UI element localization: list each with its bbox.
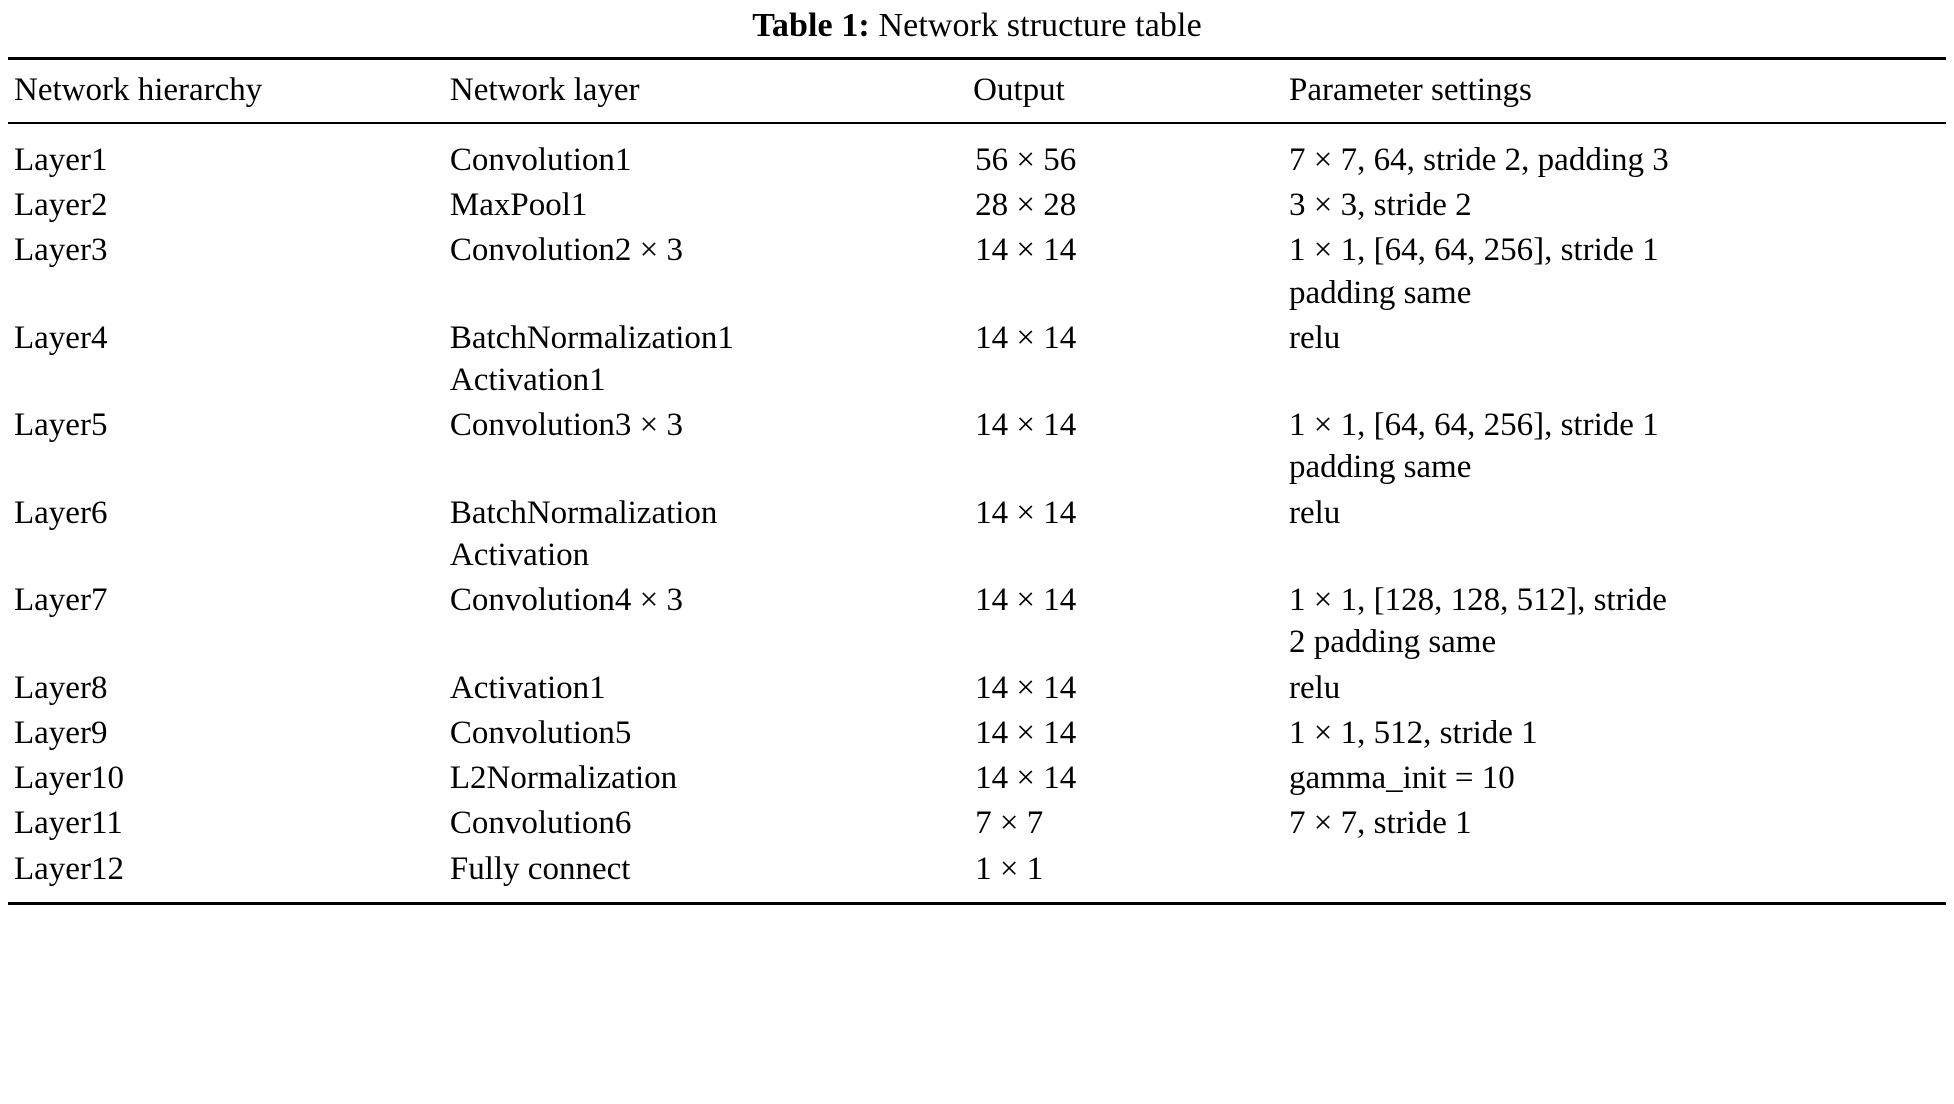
cell-layer-line: Activation1 [449,362,606,398]
cell-output [973,183,1289,228]
cell-params-line: 3 × 3, stride 2 [1289,187,1472,224]
cell-hierarchy: Layer4 [14,319,108,356]
table-row [8,801,1946,846]
cell-output-value: 14 × 14 [975,232,1077,269]
cell-layer [450,846,973,891]
cell-params [1289,665,1946,710]
cell-layer-line: Convolution1 [449,141,632,178]
cell-layer-line: Convolution5 [449,714,632,751]
table-row [8,183,1946,228]
cell-hierarchy: Layer2 [14,187,108,224]
spacer-row [8,124,1946,137]
table-rule-bottom [8,904,1946,906]
cell-params [1289,578,1946,665]
cell-layer-line: Fully connect [449,850,631,887]
table-row [8,578,1946,665]
cell-output [973,137,1289,182]
cell-params-line: gamma_init = 10 [1289,760,1515,797]
cell-hierarchy: Layer3 [14,232,108,269]
cell-hierarchy: Layer11 [14,805,123,842]
table-row [8,228,1946,315]
cell-output [973,315,1289,402]
table-row [8,846,1946,891]
cell-params [1289,403,1946,490]
cell-layer-line: BatchNormalization [449,494,718,531]
network-structure-table [8,57,1946,905]
table-row [8,315,1946,402]
cell-output [973,403,1289,490]
cell-params [1289,801,1946,846]
cell-output-value: 14 × 14 [975,669,1077,706]
cell-hierarchy: Layer12 [14,850,124,887]
cell-output [973,665,1289,710]
cell-hierarchy: Layer1 [14,141,108,178]
cell-output-value: 14 × 14 [975,760,1077,797]
cell-params-line: 1 × 1, [64, 64, 256], stride 1 [1289,232,1659,269]
cell-params [1289,137,1946,182]
cell-output [973,228,1289,315]
cell-params-line: 7 × 7, stride 1 [1289,805,1472,842]
cell-hierarchy: Layer10 [14,760,124,797]
cell-layer-line: BatchNormalization1 [449,319,734,356]
cell-params-line: relu [1289,319,1341,356]
cell-output [973,578,1289,665]
cell-layer-line: Convolution6 [449,805,632,842]
table-row [8,490,1946,577]
header-parameter-settings: Parameter settings [1289,72,1532,109]
table-row [8,756,1946,801]
table-row [8,665,1946,710]
cell-layer-line: Activation1 [449,669,606,706]
cell-layer [450,228,973,315]
cell-hierarchy: Layer7 [14,582,108,619]
spacer-cell [8,891,1946,904]
cell-output-value: 14 × 14 [975,714,1077,751]
cell-output-value: 14 × 14 [975,319,1077,356]
table-body [8,124,1946,905]
cell-params [1289,490,1946,577]
cell-output-value: 14 × 14 [975,582,1077,619]
header-output: Output [973,72,1065,109]
cell-output-value: 56 × 56 [975,141,1077,178]
table-caption-text: Network structure table [878,7,1202,44]
cell-layer-line: L2Normalization [449,760,678,797]
cell-output [973,490,1289,577]
bottom-rule [8,904,1946,906]
spacer-cell [8,124,1946,137]
spacer-row [8,891,1946,904]
cell-layer [450,183,973,228]
cell-params [1289,315,1946,402]
header-network-layer: Network layer [449,72,640,109]
cell-layer [450,137,973,182]
cell-params-line: relu [1289,494,1341,531]
cell-output-value: 28 × 28 [975,187,1077,224]
cell-params [1289,846,1946,891]
table-caption [8,0,1946,57]
table-row [8,403,1946,490]
cell-layer [450,665,973,710]
cell-hierarchy: Layer8 [14,669,108,706]
cell-hierarchy: Layer9 [14,714,108,751]
cell-params-line: 2 padding same [1289,624,1497,661]
cell-layer [450,490,973,577]
table-header [8,59,1946,125]
cell-output-value: 1 × 1 [975,850,1044,887]
cell-params-line: 1 × 1, [64, 64, 256], stride 1 [1289,407,1659,444]
cell-hierarchy: Layer5 [14,407,108,444]
cell-output [973,801,1289,846]
cell-params-line: 7 × 7, 64, stride 2, padding 3 [1289,141,1669,178]
cell-params-line: padding same [1289,274,1472,311]
cell-params-line: relu [1289,669,1341,706]
cell-params [1289,756,1946,801]
cell-hierarchy: Layer6 [14,494,108,531]
cell-layer [450,403,973,490]
table-caption-label: Table 1: [752,7,870,44]
cell-layer [450,710,973,755]
cell-layer-line: MaxPool1 [449,187,588,224]
header-row [8,60,1946,123]
cell-layer [450,578,973,665]
cell-params [1289,228,1946,315]
cell-params [1289,183,1946,228]
cell-output-value: 14 × 14 [975,407,1077,444]
header-network-hierarchy: Network hierarchy [14,72,263,109]
cell-layer-line: Convolution3 × 3 [449,407,683,444]
cell-params [1289,710,1946,755]
cell-params-line: padding same [1289,449,1472,486]
cell-output [973,846,1289,891]
cell-output-value: 14 × 14 [975,494,1077,531]
cell-output-value: 7 × 7 [975,805,1044,842]
cell-layer [450,756,973,801]
table-row [8,710,1946,755]
cell-params-line: 1 × 1, 512, stride 1 [1289,714,1538,751]
table-row [8,137,1946,182]
cell-output [973,710,1289,755]
cell-params-line: 1 × 1, [128, 128, 512], stride [1289,582,1667,619]
cell-layer-line: Convolution2 × 3 [449,232,683,269]
cell-layer-line: Convolution4 × 3 [449,582,683,619]
cell-layer [450,315,973,402]
cell-layer-line: Activation [449,536,590,573]
cell-output [973,756,1289,801]
cell-layer [450,801,973,846]
